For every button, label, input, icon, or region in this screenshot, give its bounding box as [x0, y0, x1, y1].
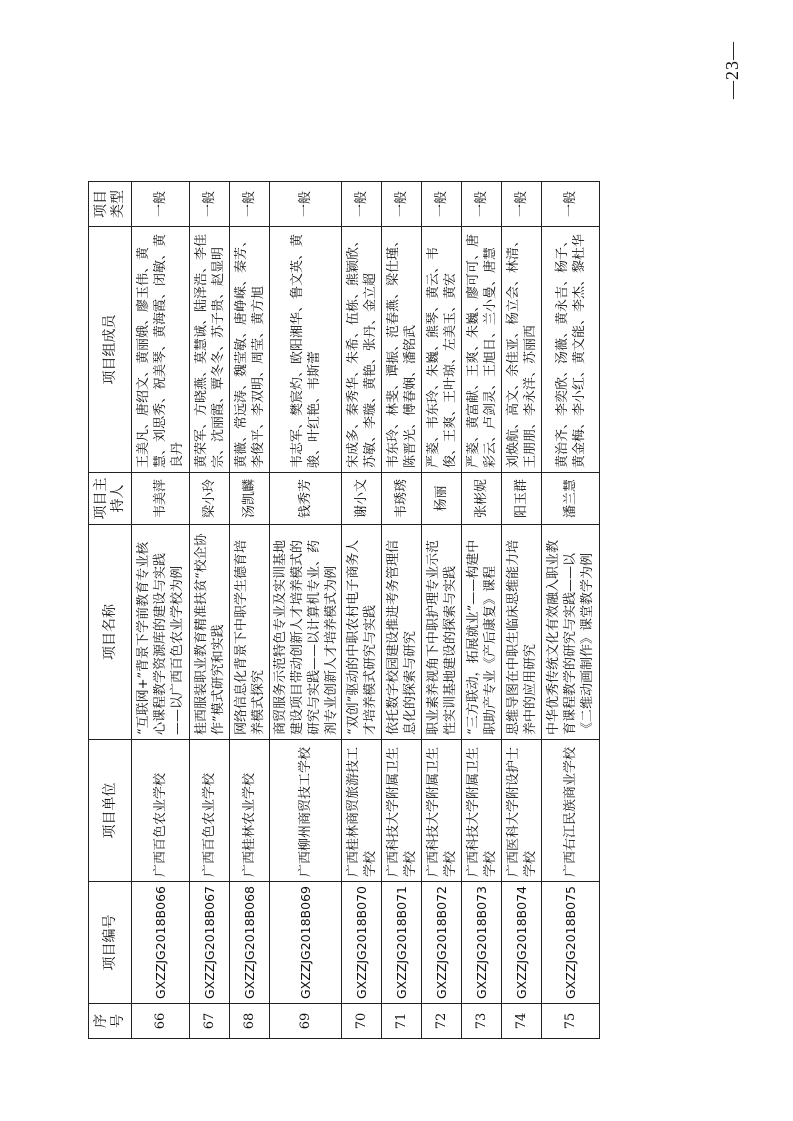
cell-unit: 广西柳州商贸技工学校	[270, 740, 342, 882]
project-table	[88, 181, 600, 1039]
cell-host: 潘兰慧	[542, 473, 600, 525]
header-code: 项目编号	[89, 882, 132, 1004]
table-row	[502, 182, 542, 1039]
cell-project-name: “双创”驱动的中职农村电子商务人才培养模式研究与实践	[342, 525, 382, 740]
cell-host: 张彬妮	[462, 473, 502, 525]
cell-members: 黄荣军、方晓燕、莫慧诚、陆泽浩、李佳宗、沈丽霞、覃冬冬、苏子贵、赵显明	[190, 227, 230, 473]
cell-project-name: 依托数字校园建设推进考务管理信息化的探索与研究	[382, 525, 422, 740]
cell-seq: 70	[342, 1004, 382, 1039]
cell-project-name: 桂西服装职业教育精准扶贫“校企协作”模式研究和实践	[190, 525, 230, 740]
cell-seq: 74	[502, 1004, 542, 1039]
cell-members: 宋成多、秦秀华、朱希、伍栋、熊颖欣、苏敏、李璇、黄艳、张丹、金立超	[342, 227, 382, 473]
table-header-row	[89, 182, 132, 1039]
cell-unit: 广西桂林商贸旅游技工学校	[342, 740, 382, 882]
cell-code: GXZZJG2018B067	[190, 882, 230, 1004]
cell-type: 一般	[190, 182, 230, 227]
cell-seq: 67	[190, 1004, 230, 1039]
cell-seq: 68	[230, 1004, 270, 1039]
cell-code: GXZZJG2018B075	[542, 882, 600, 1004]
cell-host: 杨丽	[422, 473, 462, 525]
cell-code: GXZZJG2018B069	[270, 882, 342, 1004]
header-host: 项目主持人	[89, 473, 132, 525]
cell-code: GXZZJG2018B070	[342, 882, 382, 1004]
cell-seq: 69	[270, 1004, 342, 1039]
cell-members: 韦东玲、林斐、谭振、范春燕、梁仕瑾、陈晋光、傅春娴、潘铭武	[382, 227, 422, 473]
table-row	[542, 182, 600, 1039]
table-row	[270, 182, 342, 1039]
cell-unit: 广西科技大学附属卫生学校	[462, 740, 502, 882]
cell-code: GXZZJG2018B072	[422, 882, 462, 1004]
cell-host: 钱秀芳	[270, 473, 342, 525]
header-unit: 项目单位	[89, 740, 132, 882]
cell-type: 一般	[132, 182, 190, 227]
cell-host: 阳玉群	[502, 473, 542, 525]
header-members: 项目组成员	[89, 227, 132, 473]
cell-project-name: 职业素养视角下中职护理专业示范性实训基地建设的探索与实践	[422, 525, 462, 740]
cell-members: 黄薇、常远涛、魏莹敏、唐峥嵘、秦芳、李俊平、李双明、周莹、黄方旭	[230, 227, 270, 473]
cell-members: 韦志军、樊宸灼、欧阳湘华、鲁文英、黄骏、叶红艳、韦斯蕾	[270, 227, 342, 473]
cell-type: 一般	[422, 182, 462, 227]
table-row	[382, 182, 422, 1039]
cell-project-name: 网络信息化背景下中职学生德育培养模式探究	[230, 525, 270, 740]
cell-type: 一般	[382, 182, 422, 227]
cell-type: 一般	[462, 182, 502, 227]
cell-host: 韦琇琇	[382, 473, 422, 525]
cell-type: 一般	[542, 182, 600, 227]
cell-project-name: “三方联动，拓展就业”——构建中职助产专业《产后康复》课程	[462, 525, 502, 740]
cell-type: 一般	[270, 182, 342, 227]
cell-seq: 73	[462, 1004, 502, 1039]
cell-unit: 广西百色农业学校	[132, 740, 190, 882]
cell-project-name: 中华优秀传统文化有效融入职业教育课程教学的研究与实践——以《二维动画制作》课堂教学为例	[542, 525, 600, 740]
cell-seq: 71	[382, 1004, 422, 1039]
cell-unit: 广西桂林农业学校	[230, 740, 270, 882]
cell-unit: 广西科技大学附属卫生学校	[422, 740, 462, 882]
cell-code: GXZZJG2018B068	[230, 882, 270, 1004]
cell-members: 严菱、韦东玲、朱巍、熊琴、黄云、韦俊、王爽、王叶琼、左美玉、黄宏	[422, 227, 462, 473]
table-row	[422, 182, 462, 1039]
cell-type: 一般	[502, 182, 542, 227]
cell-project-name: 商贸服务示范特色专业及实训基地建设项目带动创新人才培养模式的研究与实践——以计算机专业、药剂专业创新人才培养模式为例	[270, 525, 342, 740]
cell-project-name: “互联网+”背景下学前教育专业核心课程教学资源库的建设与实践——以广西百色农业学校为例	[132, 525, 190, 740]
cell-code: GXZZJG2018B066	[132, 882, 190, 1004]
cell-project-name: 思维导图在中职生临床思维能力培养中的应用研究	[502, 525, 542, 740]
cell-seq: 72	[422, 1004, 462, 1039]
cell-members: 严菱、黄富献、王爽、朱巍、廖可可、唐彩云、卢剑灵、王旭日、兰小曼、唐慧	[462, 227, 502, 473]
header-name: 项目名称	[89, 525, 132, 740]
table-row	[342, 182, 382, 1039]
cell-unit: 广西百色农业学校	[190, 740, 230, 882]
cell-host: 谢小文	[342, 473, 382, 525]
table-row	[462, 182, 502, 1039]
table-row	[132, 182, 190, 1039]
cell-members: 刘焕航、高文、余佳亚、杨立会、林清、王朋朋、李永洋、苏丽西	[502, 227, 542, 473]
cell-unit: 广西右江民族商业学校	[542, 740, 600, 882]
cell-code: GXZZJG2018B073	[462, 882, 502, 1004]
page-number: —23—	[722, 41, 742, 99]
cell-seq: 75	[542, 1004, 600, 1039]
cell-members: 黄治齐、李奕欣、汤薇、黄永吉、杨子、黄金梅、李小红、黄文能、李杰、黎杜华	[542, 227, 600, 473]
header-seq: 序号	[89, 1004, 132, 1039]
cell-unit: 广西科技大学附属卫生学校	[382, 740, 422, 882]
cell-code: GXZZJG2018B074	[502, 882, 542, 1004]
cell-unit: 广西医科大学附设护士学校	[502, 740, 542, 882]
cell-type: 一般	[342, 182, 382, 227]
header-type: 项目类型	[89, 182, 132, 227]
cell-code: GXZZJG2018B071	[382, 882, 422, 1004]
cell-host: 汤凯麟	[230, 473, 270, 525]
cell-host: 梁小玲	[190, 473, 230, 525]
cell-host: 韦美萍	[132, 473, 190, 525]
cell-type: 一般	[230, 182, 270, 227]
table-row	[230, 182, 270, 1039]
cell-members: 王美凡、唐绍文、黄丽娥、廖玉伟、黄慧、刘思秀、祝美琴、黄海霞、闭敏、黄良丹	[132, 227, 190, 473]
cell-seq: 66	[132, 1004, 190, 1039]
table-row	[190, 182, 230, 1039]
